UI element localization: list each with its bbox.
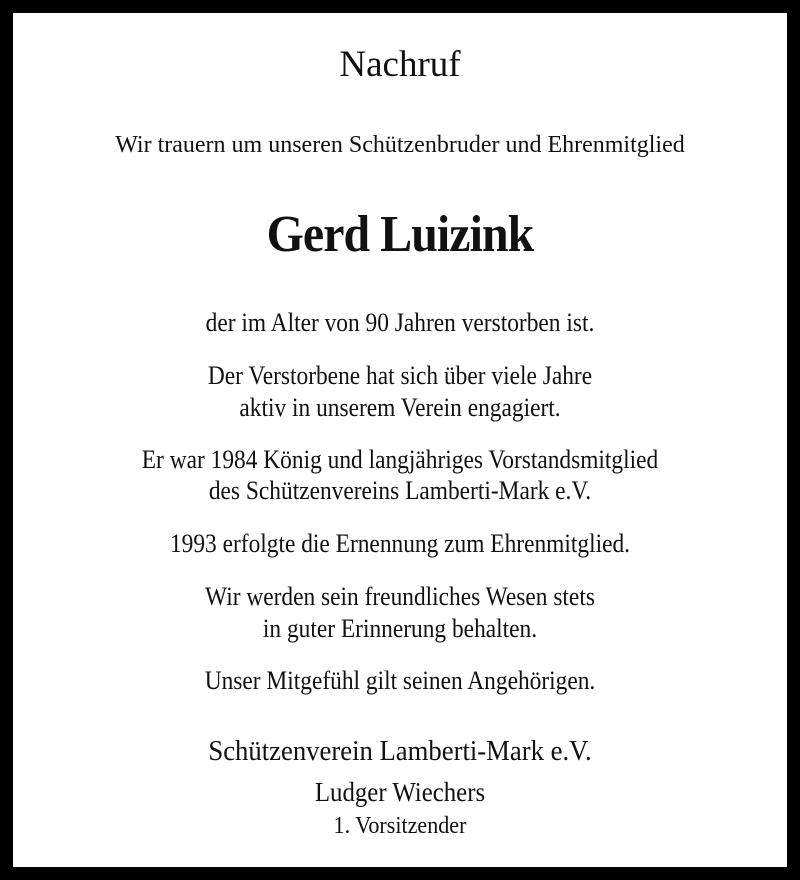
signer-name: Ludger Wiechers — [314, 777, 486, 807]
obituary-notice — [13, 13, 787, 867]
signer-role: 1. Vorsitzender — [333, 813, 467, 839]
body-line: aktiv in unserem Verein engagiert. — [239, 393, 561, 422]
body-line: Der Verstorbene hat sich über viele Jahre — [207, 361, 593, 390]
body-line: Er war 1984 König und langjähriges Vorstandsmitglied — [141, 445, 659, 474]
body-line: in guter Erinnerung behalten. — [262, 614, 538, 643]
notice-title: Nachruf — [339, 44, 461, 85]
organization-name: Schützenverein Lamberti-Mark e.V. — [208, 735, 592, 767]
deceased-name: Gerd Luizink — [266, 206, 534, 263]
body-line: 1993 erfolgte die Ernennung zum Ehrenmitglied. — [169, 529, 631, 558]
intro-text: Wir trauern um unseren Schützenbruder und Ehrenmitglied — [115, 132, 685, 158]
body-line: des Schützenvereins Lamberti-Mark e.V. — [208, 476, 592, 505]
body-line: der im Alter von 90 Jahren verstorben ist. — [205, 308, 595, 337]
body-line: Unser Mitgefühl gilt seinen Angehörigen. — [204, 666, 596, 695]
body-line: Wir werden sein freundliches Wesen stets — [205, 582, 595, 611]
